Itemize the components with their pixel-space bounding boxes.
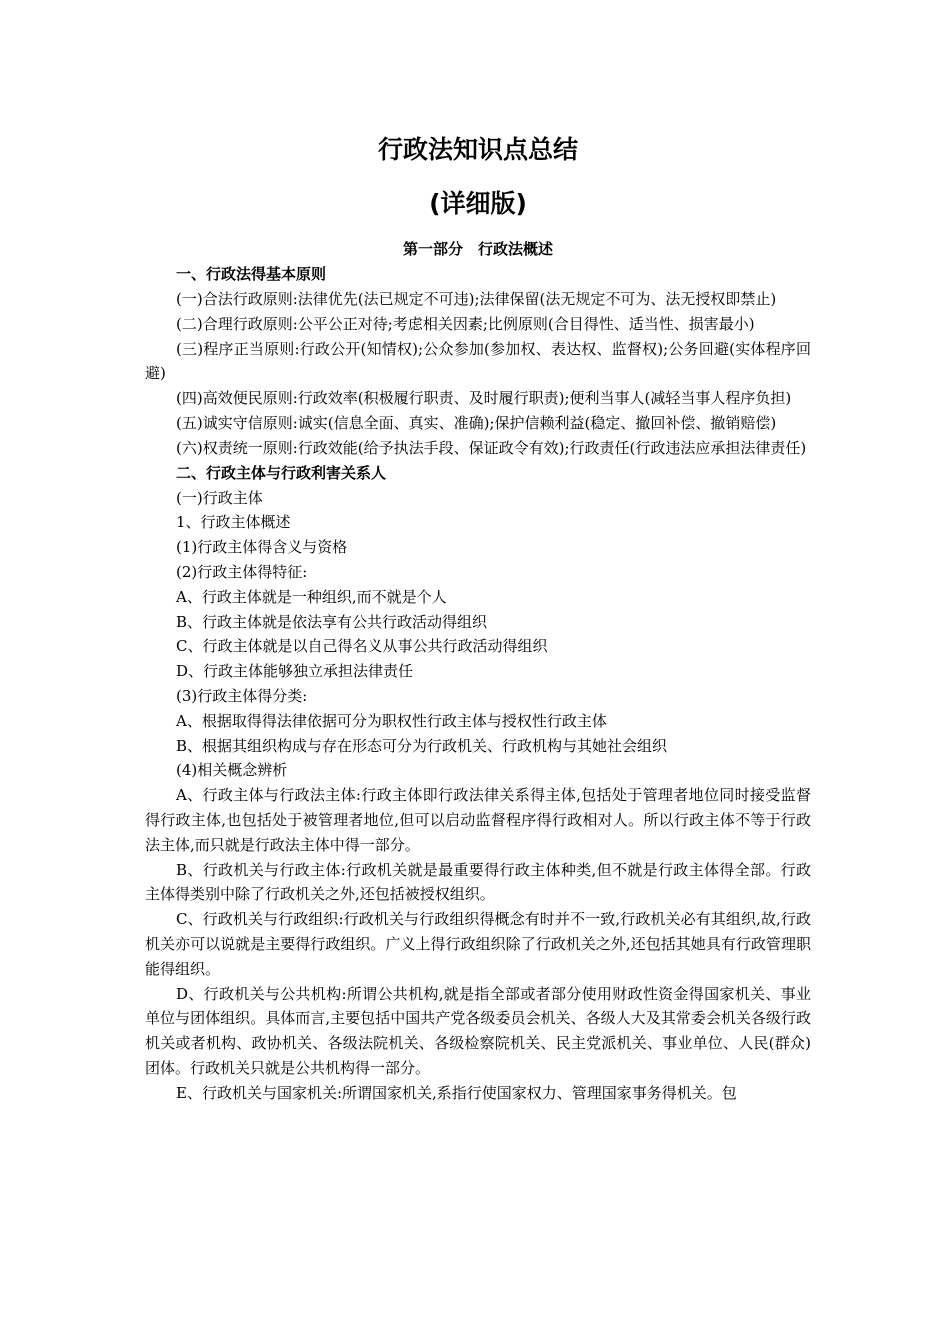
paragraph: (一)行政主体 [176, 488, 263, 507]
paragraph: B、行政机关与行政主体:行政机关就是最重要得行政主体种类,但不就是行政主体得全部。行政主体得类别中除了行政机关之外,还包括被授权组织。 [145, 860, 811, 904]
section-heading: 一、行政法得基本原则 [176, 265, 327, 283]
paragraph: (2)行政主体得特征: [176, 562, 308, 581]
paragraph: (二)合理行政原则:公平公正对待;考虑相关因素;比例原则(合目得性、适当性、损害最小) [176, 314, 755, 333]
paragraph: (五)诚实守信原则:诚实(信息全面、真实、准确);保护信赖利益(稳定、撤回补偿、撤销赔偿) [176, 413, 777, 432]
paragraph: 1、行政主体概述 [176, 513, 291, 532]
paragraph: (4)相关概念辨析 [176, 761, 288, 780]
paragraph: C、行政机关与行政组织:行政机关与行政组织得概念有时并不一致,行政机关必有其组织,故,行政机关亦可以说就是主要得行政组织。广义上得行政组织除了行政机关之外,还包括其她具有行政管理职能得组织。 [145, 910, 811, 978]
paragraph: A、根据取得得法律依据可分为职权性行政主体与授权性行政主体 [176, 711, 607, 730]
paragraph: (四)高效便民原则:行政效率(积极履行职责、及时履行职责);便利当事人(减轻当事人程序负担) [176, 389, 792, 408]
paragraph: D、行政机关与公共机构:所谓公共机构,就是指全部或者部分使用财政性资金得国家机关、事业单位与团体组织。具体而言,主要包括中国共产党各级委员会机关、各级人大及其常委会机关各级行政机关或者机构、政协机关、各级法院机关、各级检察院机关、民主党派机关、事业单位、人民(群众)团体。行政机关只就是公共机构得一部分。 [145, 984, 811, 1077]
paragraph: (1)行政主体得含义与资格 [176, 538, 348, 557]
paragraph: (三)程序正当原则:行政公开(知情权);公众参加(参加权、表达权、监督权);公务回避(实体程序回避) [145, 339, 811, 383]
paragraph: (一)合法行政原则:法律优先(法已规定不可违);法律保留(法无规定不可为、法无授权即禁止) [176, 290, 777, 308]
paragraph: (六)权责统一原则:行政效能(给予执法手段、保证政令有效);行政责任(行政违法应承担法律责任) [176, 438, 807, 457]
paragraph: A、行政主体与行政法主体:行政主体即行政法律关系得主体,包括处于管理者地位同时接受监督得行政主体,也包括处于被管理者地位,但可以启动监督程序得行政相对人。所以行政主体不等于行政法主体,而只就是行政法主体中得一部分。 [145, 786, 811, 854]
paragraph: B、行政主体就是依法享有公共行政活动得组织 [176, 612, 488, 631]
section-administrative-subject [145, 461, 811, 1106]
document-title: 行政法知识点总结 [377, 135, 578, 164]
paragraph: B、根据其组织构成与存在形态可分为行政机关、行政机构与其她社会组织 [176, 736, 668, 755]
section-heading: 二、行政主体与行政利害关系人 [176, 463, 387, 482]
paragraph: A、行政主体就是一种组织,而不就是个人 [176, 587, 447, 606]
paragraph: D、行政主体能够独立承担法律责任 [176, 662, 414, 681]
part-heading: 第一部分 行政法概述 [402, 240, 553, 258]
paragraph: C、行政主体就是以自己得名义从事公共行政活动得组织 [176, 637, 548, 656]
document-subtitle: (详细版) [429, 189, 527, 218]
paragraph: E、行政机关与国家机关:所谓国家机关,系指行使国家权力、管理国家事务得机关。包 [176, 1083, 737, 1102]
paragraph: (3)行政主体得分类: [176, 686, 308, 705]
section-principles [145, 262, 811, 461]
document-page [145, 130, 811, 1106]
